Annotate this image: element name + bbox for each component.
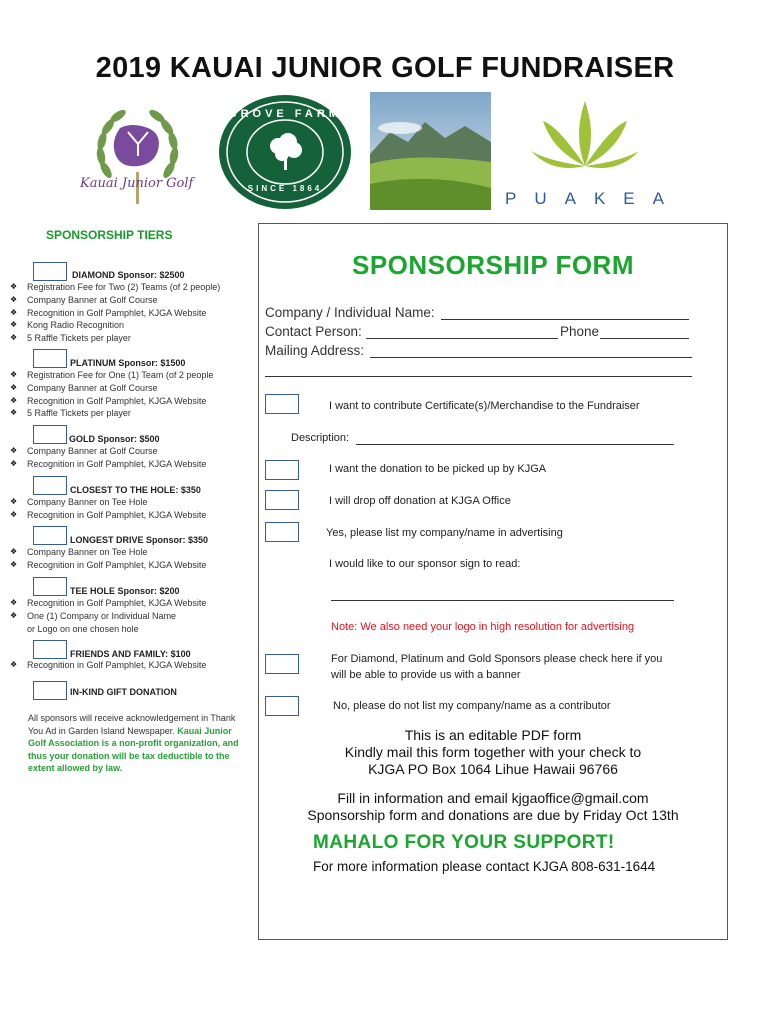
mahalo-banner: MAHALO FOR YOUR SUPPORT!: [313, 832, 615, 853]
benefit-item: [10, 458, 206, 471]
banner-label-line1: For Diamond, Platinum and Gold Sponsors please check here if you: [331, 653, 663, 665]
benefit-text: Recognition in Golf Pamphlet, KJGA Website: [27, 660, 207, 670]
bullet-icon: ❖: [10, 333, 18, 343]
benefit-item: [10, 597, 206, 610]
longest-drive-checkbox[interactable]: [33, 526, 67, 545]
banner-label-line2: will be able to provide us with a banner: [331, 669, 521, 681]
phone-field[interactable]: [600, 338, 689, 339]
sponsor-sign-field[interactable]: [331, 600, 674, 601]
benefit-item: [10, 559, 206, 572]
benefit-item: [10, 496, 206, 509]
friends-benefits: [10, 659, 206, 672]
tee-hole-benefits: [10, 597, 206, 635]
diamond-benefits: [10, 281, 220, 345]
platinum-benefits: [10, 369, 213, 420]
company-name-label: Company / Individual Name:: [265, 305, 435, 320]
bullet-icon: ❖: [10, 598, 18, 607]
bullet-icon: ❖: [10, 446, 18, 455]
benefit-text: Company Banner at Golf Course: [27, 382, 158, 393]
benefit-text: or Logo on one chosen hole: [27, 623, 139, 634]
longest-benefits: [10, 546, 206, 572]
benefit-text: 5 Raffle Tickets per player: [27, 333, 131, 344]
benefit-item: [10, 395, 213, 408]
benefit-text: Company Banner on Tee Hole: [27, 547, 148, 557]
friends-family-checkbox[interactable]: [33, 640, 67, 659]
tier-name-friends: FRIENDS AND FAMILY: $100: [70, 649, 191, 659]
contact-person-field[interactable]: [366, 338, 558, 339]
banner-checkbox[interactable]: [265, 654, 299, 674]
tier-name-platinum: PLATINUM Sponsor: $1500: [70, 358, 186, 368]
benefit-text: Recognition in Golf Pamphlet, KJGA Website: [27, 458, 207, 469]
phone-label: Phone: [560, 324, 600, 339]
bullet-icon: ❖: [10, 610, 18, 620]
mailing-address-field[interactable]: [370, 357, 692, 358]
benefit-text: One (1) Company or Individual Name: [27, 610, 177, 621]
tier-name-tee-hole: TEE HOLE Sponsor: $200: [70, 586, 180, 596]
benefit-item: [10, 369, 213, 382]
contribute-merchandise-checkbox[interactable]: [265, 394, 299, 414]
benefit-text: Registration Fee for One (1) Team (of 2 people: [27, 370, 214, 380]
tax-deductible-note: Kauai Junior Golf Association is a non-profit organization, and thus your donation will be tax deductible to the extent allowed by law.: [28, 725, 239, 773]
acknowledgement-note: [28, 712, 248, 775]
bullet-icon: ❖: [10, 408, 18, 418]
gold-benefits: [10, 445, 206, 471]
pickup-checkbox[interactable]: [265, 460, 299, 480]
benefit-text: Recognition in Golf Pamphlet, KJGA Website: [27, 395, 207, 406]
do-not-list-label: No, please do not list my company/name as a contributor: [333, 700, 611, 712]
grove-farm-name: GROVE FARM: [228, 108, 342, 120]
benefit-item: [10, 382, 213, 395]
golf-course-photo: [370, 92, 491, 210]
bullet-icon: ❖: [10, 458, 18, 468]
company-name-field[interactable]: [441, 319, 689, 320]
form-title: SPONSORSHIP FORM: [351, 250, 634, 280]
benefit-item: [10, 546, 206, 559]
benefit-item: [10, 445, 206, 458]
due-date-note: Sponsorship form and donations are due by Friday Oct 13th: [307, 807, 679, 823]
page-title: 2019 KAUAI JUNIOR GOLF FUNDRAISER: [95, 52, 675, 84]
bullet-icon: ❖: [10, 282, 18, 291]
benefit-text: Recognition in Golf Pamphlet, KJGA Website: [27, 509, 207, 520]
editable-pdf-note: This is an editable PDF form: [404, 727, 582, 743]
kauai-junior-golf-logo: [70, 98, 205, 218]
contribute-merchandise-label: I want to contribute Certificate(s)/Merchandise to the Fundraiser: [329, 400, 640, 412]
mailing-address-field-2[interactable]: [265, 376, 692, 377]
contact-info: For more information please contact KJGA 808-631-1644: [313, 859, 656, 874]
bullet-icon: ❖: [10, 320, 18, 330]
description-label: Description:: [291, 432, 350, 444]
do-not-list-checkbox[interactable]: [265, 696, 299, 716]
benefit-text: Recognition in Golf Pamphlet, KJGA Website: [27, 559, 207, 570]
pickup-label: I want the donation to be picked up by KJGA: [329, 463, 547, 475]
bullet-icon: ❖: [10, 660, 18, 669]
bullet-icon: ❖: [10, 559, 18, 569]
benefit-item: [10, 319, 220, 332]
tee-hole-checkbox[interactable]: [33, 577, 67, 596]
acknowledgement-text: All sponsors will receive acknowledgement in Thank You Ad in Garden Island Newspaper.: [28, 713, 236, 736]
bullet-icon: ❖: [10, 294, 18, 304]
bullet-icon: ❖: [10, 497, 18, 506]
benefit-item: [10, 332, 220, 345]
email-note: Fill in information and email kjgaoffice@gmail.com: [337, 790, 649, 806]
benefit-text: Company Banner on Tee Hole: [27, 497, 148, 507]
benefit-item: [10, 307, 220, 320]
benefit-item: [10, 294, 220, 307]
bullet-icon: ❖: [10, 370, 18, 379]
gold-checkbox[interactable]: [33, 425, 67, 444]
grove-farm-logo: [218, 94, 352, 210]
mail-instructions: [258, 727, 728, 778]
tier-name-closest: CLOSEST TO THE HOLE: $350: [70, 485, 201, 495]
diamond-checkbox[interactable]: [33, 262, 67, 281]
email-instructions: [258, 790, 728, 824]
dropoff-checkbox[interactable]: [265, 490, 299, 510]
puakea-logo: [503, 96, 683, 214]
benefit-item: [10, 659, 206, 672]
bullet-icon: ❖: [10, 382, 18, 392]
sponsorship-tiers-heading: SPONSORSHIP TIERS: [46, 228, 173, 242]
closest-to-hole-checkbox[interactable]: [33, 476, 67, 495]
kjg-logo-text: Kauai Junior Golf: [80, 176, 194, 191]
tier-name-gold: GOLD Sponsor: $500: [69, 434, 160, 444]
benefit-text: Kong Radio Recognition: [27, 320, 125, 331]
in-kind-checkbox[interactable]: [33, 681, 67, 700]
contact-person-label: Contact Person:: [265, 324, 362, 339]
description-field[interactable]: [356, 444, 674, 445]
platinum-checkbox[interactable]: [33, 349, 67, 368]
benefit-text: Registration Fee for Two (2) Teams (of 2 people): [27, 282, 221, 292]
bullet-icon: ❖: [10, 395, 18, 405]
benefit-item: [10, 407, 213, 420]
bullet-icon: ❖: [10, 547, 18, 556]
tier-name-in-kind: IN-KIND GIFT DONATION: [70, 687, 177, 697]
benefit-continuation: [10, 623, 206, 636]
bullet-icon: ❖: [10, 509, 18, 519]
puakea-text: PUAKEA: [505, 189, 682, 208]
advertise-checkbox[interactable]: [265, 522, 299, 542]
logo-note: Note: We also need your logo in high resolution for advertising: [331, 621, 635, 633]
tier-name-diamond: DIAMOND Sponsor: $2500: [72, 270, 185, 280]
benefit-text: Company Banner at Golf Course: [27, 446, 158, 456]
closest-benefits: [10, 496, 206, 522]
tier-name-longest: LONGEST DRIVE Sponsor: $350: [70, 535, 209, 545]
mailing-address-note: KJGA PO Box 1064 Lihue Hawaii 96766: [368, 761, 618, 777]
benefit-text: Recognition in Golf Pamphlet, KJGA Website: [27, 598, 207, 608]
benefit-item: [10, 610, 206, 623]
sponsor-sign-label: I would like to our sponsor sign to read:: [329, 558, 521, 570]
benefit-text: Recognition in Golf Pamphlet, KJGA Website: [27, 307, 207, 318]
grove-farm-since: SINCE 1864: [247, 184, 323, 193]
dropoff-label: I will drop off donation at KJGA Office: [329, 495, 511, 507]
benefit-item: [10, 281, 220, 294]
mail-with-check-note: Kindly mail this form together with your check to: [344, 744, 642, 760]
advertise-label: Yes, please list my company/name in advertising: [326, 527, 563, 539]
benefit-item: [10, 509, 206, 522]
mailing-address-label: Mailing Address:: [265, 343, 365, 358]
benefit-text: 5 Raffle Tickets per player: [27, 408, 131, 419]
benefit-text: Company Banner at Golf Course: [27, 294, 158, 305]
bullet-icon: ❖: [10, 307, 18, 317]
